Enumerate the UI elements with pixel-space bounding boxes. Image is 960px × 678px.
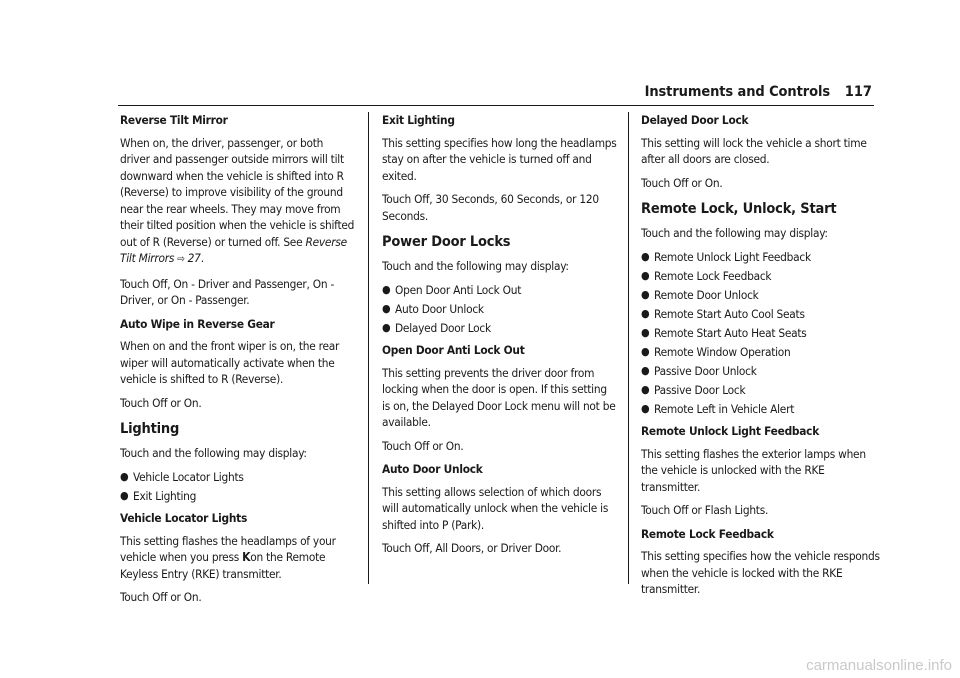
bullet-icon: ● — [641, 249, 650, 263]
paragraph: Touch and the following may display: — [382, 259, 569, 273]
list-item: ● Vehicle Locator Lights — [120, 469, 244, 484]
bullet-icon: ● — [641, 268, 650, 282]
bullet-icon: ● — [641, 306, 650, 320]
list-item: ● Remote Left in Vehicle Alert — [641, 401, 795, 416]
paragraph: This setting allows selection of which doors will automatically unlock when the vehicle is shifted into P (Park). — [382, 484, 609, 532]
bullet-icon: ● — [120, 488, 129, 502]
bullet-icon: ● — [641, 325, 650, 339]
column-3 — [641, 112, 881, 605]
subheading-auto-door-unlock: Auto Door Unlock — [382, 462, 483, 476]
subheading-delayed-door-lock: Delayed Door Lock — [641, 113, 749, 127]
heading-lighting: Lighting — [120, 421, 180, 437]
list-item: ● Remote Start Auto Cool Seats — [641, 306, 805, 321]
paragraph: This setting specifies how the vehicle responds when the vehicle is locked with the RKE transmitter. — [641, 549, 880, 596]
bullet-icon: ● — [641, 382, 650, 396]
paragraph: When on and the front wiper is on, the rear wiper will automatically activate when the vehicle is shifted to R (Reverse). — [120, 339, 340, 386]
subheading-exit-lighting: Exit Lighting — [382, 113, 455, 127]
subheading-reverse-tilt: Reverse Tilt Mirror — [120, 113, 228, 127]
subheading-open-door: Open Door Anti Lock Out — [382, 343, 525, 357]
arrow-icon: ⇨ — [177, 254, 185, 265]
paragraph: Touch and the following may display: — [120, 446, 307, 460]
paragraph: This setting specifies how long the headlamps stay on after the vehicle is turned off and exited. — [382, 135, 617, 183]
paragraph: This setting flashes the exterior lamps when the vehicle is unlocked with the RKE transmitter. — [641, 446, 866, 494]
paragraph-options: Touch Off or Flash Lights. — [641, 503, 769, 517]
watermark: carmanualsonline.info — [806, 657, 952, 674]
list-item: ● Open Door Anti Lock Out — [382, 282, 522, 297]
paragraph-options: Touch Off, 30 Seconds, 60 Seconds, or 120 Seconds. — [382, 192, 599, 223]
list-item: ● Remote Start Auto Heat Seats — [641, 325, 807, 340]
paragraph: Touch and the following may display: — [641, 226, 828, 240]
section-title: Instruments and Controls — [644, 84, 830, 100]
subheading-remote-lock-feedback: Remote Lock Feedback — [641, 526, 774, 541]
paragraph: This setting flashes the headlamps of your vehicle when you press Kon the Remote Keyless Entry (RKE) transmitter. — [120, 533, 336, 581]
list-item: ● Exit Lighting — [120, 488, 197, 503]
paragraph-options: Touch Off, On - Driver and Passenger, On - Driver, or On - Passenger. — [120, 276, 335, 307]
paragraph: This setting will lock the vehicle a short time after all doors are closed. — [641, 135, 867, 166]
column-divider — [628, 112, 629, 584]
list-item: ● Passive Door Lock — [641, 382, 746, 397]
page-number: 117 — [844, 84, 872, 100]
list-item: ● Remote Window Operation — [641, 344, 791, 359]
subheading-auto-wipe: Auto Wipe in Reverse Gear — [120, 316, 275, 331]
bullet-icon: ● — [382, 301, 391, 315]
column-1 — [120, 112, 355, 613]
list-item: ● Passive Door Unlock — [641, 363, 757, 378]
list-item: ● Delayed Door Lock — [382, 320, 491, 335]
list-item: ● Remote Unlock Light Feedback — [641, 249, 811, 264]
bullet-list — [382, 282, 617, 337]
list-item: ● Auto Door Unlock — [382, 301, 484, 316]
bullet-icon: ● — [641, 287, 650, 301]
list-item: ● Remote Lock Feedback — [641, 268, 772, 283]
paragraph-options: Touch Off or On. — [641, 175, 723, 190]
list-item: ● Remote Door Unlock — [641, 287, 759, 302]
bullet-list — [641, 249, 881, 418]
bullet-list — [120, 469, 355, 505]
bullet-icon: ● — [641, 344, 650, 358]
bullet-icon: ● — [120, 469, 129, 483]
column-2 — [382, 112, 617, 564]
paragraph-options: Touch Off or On. — [382, 438, 464, 453]
page-header — [0, 84, 960, 104]
paragraph: This setting prevents the driver door from locking when the door is open. If this setting is on, the Delayed Door Lock menu will not be available. — [382, 365, 616, 429]
paragraph-options: Touch Off or On. — [120, 590, 202, 604]
xref-link[interactable]: Reverse Tilt Mirrors — [120, 234, 347, 265]
subheading-remote-unlock-light: Remote Unlock Light Feedback — [641, 424, 820, 438]
heading-remote-lock: Remote Lock, Unlock, Start — [641, 201, 837, 217]
bullet-icon: ● — [382, 320, 391, 334]
heading-power-door-locks: Power Door Locks — [382, 234, 511, 250]
bullet-icon: ● — [641, 363, 650, 377]
paragraph: When on, the driver, passenger, or both driver and passenger outside mirrors will tilt downward when the vehicle is shifted into R (Reverse) to improve visibility of the ground near the rear wheels. They may move from their tilted position when the vehicle is shifted out of R (Reverse) or turned off. See Reverse Tilt Mirrors ⇨ 27. — [120, 135, 355, 265]
xref-page-link[interactable]: 27 — [187, 251, 201, 265]
paragraph-options: Touch Off or On. — [120, 395, 202, 410]
subheading-vehicle-locator: Vehicle Locator Lights — [120, 511, 248, 525]
key-fob-icon: K — [242, 550, 251, 564]
header-rule — [118, 105, 874, 106]
bullet-icon: ● — [382, 282, 391, 296]
paragraph-options: Touch Off, All Doors, or Driver Door. — [382, 541, 562, 555]
column-divider — [368, 112, 369, 584]
bullet-icon: ● — [641, 401, 650, 415]
